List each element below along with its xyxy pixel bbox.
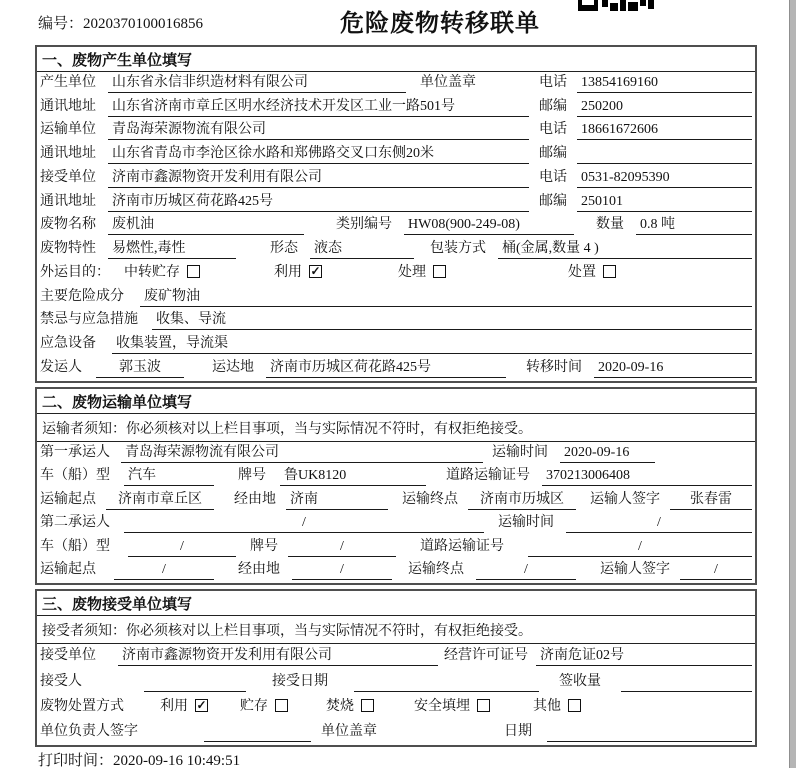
disposal-option-store: 贮存 — [240, 697, 288, 717]
checkbox-icon — [477, 699, 490, 712]
road2-value: / — [528, 537, 752, 557]
checkbox-checked-icon: ✓ — [310, 263, 321, 278]
taboo-label: 禁忌与应急措施 — [40, 312, 138, 328]
zip1-value: 250200 — [577, 97, 752, 117]
addr2-value: 山东省青岛市李沧区徐水路和郑佛路交叉口东侧20米 — [108, 144, 529, 164]
waste-name-label: 废物名称 — [40, 217, 96, 233]
road2-label: 道路运输证号 — [420, 538, 504, 554]
end2-label: 运输终点 — [408, 562, 464, 577]
row-transporter — [37, 120, 755, 144]
row-purpose — [37, 262, 755, 286]
row-producer — [37, 72, 755, 96]
vehicle2-value: / — [128, 537, 236, 557]
phone2-value: 18661672606 — [577, 120, 752, 140]
road1-label: 道路运输证号 — [446, 468, 530, 483]
waste-name-value: 废机油 — [108, 215, 304, 235]
equipment-label: 应急设备 — [40, 336, 96, 352]
page-title: 危险废物转移联单 — [340, 11, 540, 37]
accept-unit-label: 接受单位 — [40, 648, 96, 664]
section-producer-title: 一、废物产生单位填写 — [37, 47, 755, 72]
print-time-label: 打印时间： — [38, 753, 114, 768]
vehicle1-value: 汽车 — [124, 466, 214, 486]
section-producer — [35, 45, 757, 383]
row-route2 — [37, 560, 755, 584]
checkbox-icon — [568, 699, 581, 712]
row-vehicle2 — [37, 536, 755, 560]
trait-value: 易燃性,毒性 — [108, 239, 236, 259]
head-signature-value — [204, 722, 311, 742]
section-receiver — [35, 589, 757, 747]
via2-value: / — [292, 560, 392, 580]
addr1-label: 通讯地址 — [40, 98, 96, 114]
via1-label: 经由地 — [234, 491, 276, 507]
print-time — [38, 749, 240, 768]
unit-seal-label: 单位盖章 — [420, 74, 476, 90]
equipment-value: 收集装置，导流渠 — [112, 334, 752, 354]
disposal-label: 废物处置方式 — [40, 698, 124, 714]
form-label: 形态 — [270, 241, 298, 257]
producer-value: 山东省永信非织造材料有限公司 — [108, 73, 406, 93]
row-consignor — [37, 357, 755, 381]
origin2-value: / — [114, 560, 214, 580]
checkbox-icon — [433, 265, 446, 278]
transport-value: 青岛海荣源物流有限公司 — [108, 120, 529, 140]
road1-value: 370213006408 — [542, 466, 752, 486]
checkbox-icon — [361, 699, 374, 712]
row-producer-address — [37, 96, 755, 120]
end2-value: / — [476, 560, 576, 580]
section-receiver-title: 三、废物接受单位填写 — [37, 591, 755, 616]
accept-date-value — [354, 672, 539, 692]
phone3-label: 电话 — [539, 169, 567, 185]
hazard-label: 主要危险成分 — [40, 288, 124, 304]
row-vehicle1 — [37, 466, 755, 490]
consignor-label: 发运人 — [40, 359, 82, 375]
document-number-label: 编号： — [38, 16, 84, 32]
row-taboo — [37, 310, 755, 334]
row-receiver — [37, 167, 755, 191]
purpose-label: 外运目的： — [40, 264, 110, 280]
phone1-label: 电话 — [539, 74, 567, 90]
vehicle1-label: 车（船）型 — [40, 468, 110, 483]
via2-label: 经由地 — [238, 562, 280, 577]
print-time-value: 2020-09-16 10:49:51 — [113, 753, 241, 768]
signed-amount-value — [621, 672, 752, 692]
zip2-label: 邮编 — [539, 146, 567, 162]
addr3-label: 通讯地址 — [40, 193, 96, 209]
row-equipment — [37, 333, 755, 357]
row-carrier1 — [37, 442, 755, 466]
origin1-value: 济南市章丘区 — [106, 490, 214, 510]
row-disposal — [37, 695, 755, 720]
disposal-option-other: 其他 — [533, 697, 581, 717]
package-label: 包装方式 — [430, 241, 486, 257]
row-carrier2 — [37, 513, 755, 537]
addr3-value: 济南市历城区荷花路425号 — [108, 192, 529, 212]
carrier2-label: 第二承运人 — [40, 515, 110, 530]
accept-unit-value: 济南市鑫源物资开发利用有限公司 — [118, 646, 438, 666]
transfer-time-value: 2020-09-16 — [594, 358, 752, 378]
purpose-option-utilize: 利用 ✓ — [274, 263, 321, 280]
plate1-label: 牌号 — [238, 468, 266, 483]
purpose-option-dispose: 处置 — [568, 263, 616, 283]
row-accept-unit — [37, 644, 755, 669]
receiver-value: 济南市鑫源物资开发利用有限公司 — [108, 168, 529, 188]
origin2-label: 运输起点 — [40, 562, 96, 577]
taboo-value: 收集、导流 — [152, 310, 752, 330]
checkbox-icon — [187, 265, 200, 278]
via1-value: 济南 — [286, 490, 388, 510]
accept-person-value — [144, 672, 246, 692]
date-value — [547, 722, 752, 742]
zip1-label: 邮编 — [539, 98, 567, 114]
plate2-value: / — [288, 537, 396, 557]
row-waste-name — [37, 215, 755, 239]
disposal-option-utilize: 利用 ✓ — [160, 697, 207, 714]
date-label: 日期 — [504, 724, 532, 739]
qr-code-icon — [578, 0, 654, 11]
time1-value: 2020-09-16 — [560, 443, 655, 463]
receiver-label: 接受单位 — [40, 169, 96, 185]
purpose-option-transfer-storage: 中转贮存 — [124, 263, 200, 283]
head-signature-label: 单位负责人签字 — [40, 724, 138, 739]
row-waste-trait — [37, 238, 755, 262]
transport-notice: 运输者须知：你必须核对以上栏目事项，当与实际情况不符时，有权拒绝接受。 — [37, 414, 755, 442]
checkbox-icon — [275, 699, 288, 712]
phone3-value: 0531-82095390 — [577, 168, 752, 188]
trait-label: 废物特性 — [40, 241, 96, 257]
consignor-value: 郭玉波 — [96, 358, 184, 378]
row-transporter-address — [37, 143, 755, 167]
row-head-signature — [37, 720, 755, 745]
destination-value: 济南市历城区荷花路425号 — [266, 358, 506, 378]
receiver-notice: 接受者须知：你必须核对以上栏目事项，当与实际情况不符时，有权拒绝接受。 — [37, 616, 755, 644]
destination-label: 运达地 — [212, 359, 254, 375]
section-transport — [35, 387, 757, 585]
addr1-value: 山东省济南市章丘区明水经济技术开发区工业一路501号 — [108, 97, 529, 117]
sign2-value: / — [680, 560, 752, 580]
document-number-value: 2020370100016856 — [83, 16, 204, 32]
receiver-seal-label: 单位盖章 — [321, 724, 377, 739]
quantity-label: 数量 — [596, 217, 624, 233]
scrollbar[interactable] — [789, 0, 796, 768]
zip3-label: 邮编 — [539, 193, 567, 209]
phone1-value: 13854169160 — [577, 73, 752, 93]
quantity-value: 0.8 吨 — [636, 215, 752, 235]
carrier1-label: 第一承运人 — [40, 444, 110, 460]
addr2-label: 通讯地址 — [40, 146, 96, 162]
hazard-value: 废矿物油 — [140, 287, 752, 307]
permit-label: 经营许可证号 — [444, 648, 528, 664]
transfer-time-label: 转移时间 — [526, 359, 582, 375]
origin1-label: 运输起点 — [40, 491, 96, 507]
accept-date-label: 接受日期 — [272, 673, 328, 689]
plate2-label: 牌号 — [250, 538, 278, 554]
vehicle2-label: 车（船）型 — [40, 538, 110, 554]
phone2-label: 电话 — [539, 122, 567, 138]
package-value: 桶(金属,数量 4 ) — [498, 239, 752, 259]
category-label: 类别编号 — [336, 217, 392, 233]
section-transport-title: 二、废物运输单位填写 — [37, 389, 755, 414]
row-route1 — [37, 489, 755, 513]
time1-label: 运输时间 — [492, 444, 548, 460]
checkbox-checked-icon: ✓ — [196, 697, 207, 712]
time2-value: / — [566, 513, 752, 533]
row-hazard — [37, 286, 755, 310]
checkbox-icon — [603, 265, 616, 278]
disposal-option-landfill: 安全填埋 — [414, 697, 490, 717]
plate1-value: 鲁UK8120 — [280, 466, 426, 486]
end1-value: 济南市历城区 — [468, 490, 576, 510]
producer-label: 产生单位 — [40, 74, 96, 90]
row-accept-person — [37, 669, 755, 694]
permit-value: 济南危证02号 — [536, 646, 752, 666]
sign1-value: 张春雷 — [670, 490, 752, 510]
purpose-option-treat: 处理 — [398, 263, 446, 283]
transport-label: 运输单位 — [40, 122, 96, 138]
sign1-label: 运输人签字 — [590, 491, 660, 507]
zip2-value — [577, 144, 752, 164]
row-receiver-address — [37, 191, 755, 215]
manifest-form — [35, 45, 757, 751]
carrier2-value: / — [124, 513, 484, 533]
category-value: HW08(900-249-08) — [404, 215, 574, 235]
signed-amount-label: 签收量 — [559, 673, 601, 689]
carrier1-value: 青岛海荣源物流有限公司 — [121, 443, 483, 463]
end1-label: 运输终点 — [402, 491, 458, 507]
sign2-label: 运输人签字 — [600, 562, 670, 577]
time2-label: 运输时间 — [498, 515, 554, 530]
zip3-value: 250101 — [577, 192, 752, 212]
accept-person-label: 接受人 — [40, 673, 82, 689]
disposal-option-incinerate: 焚烧 — [326, 697, 374, 717]
form-value: 液态 — [310, 239, 414, 259]
